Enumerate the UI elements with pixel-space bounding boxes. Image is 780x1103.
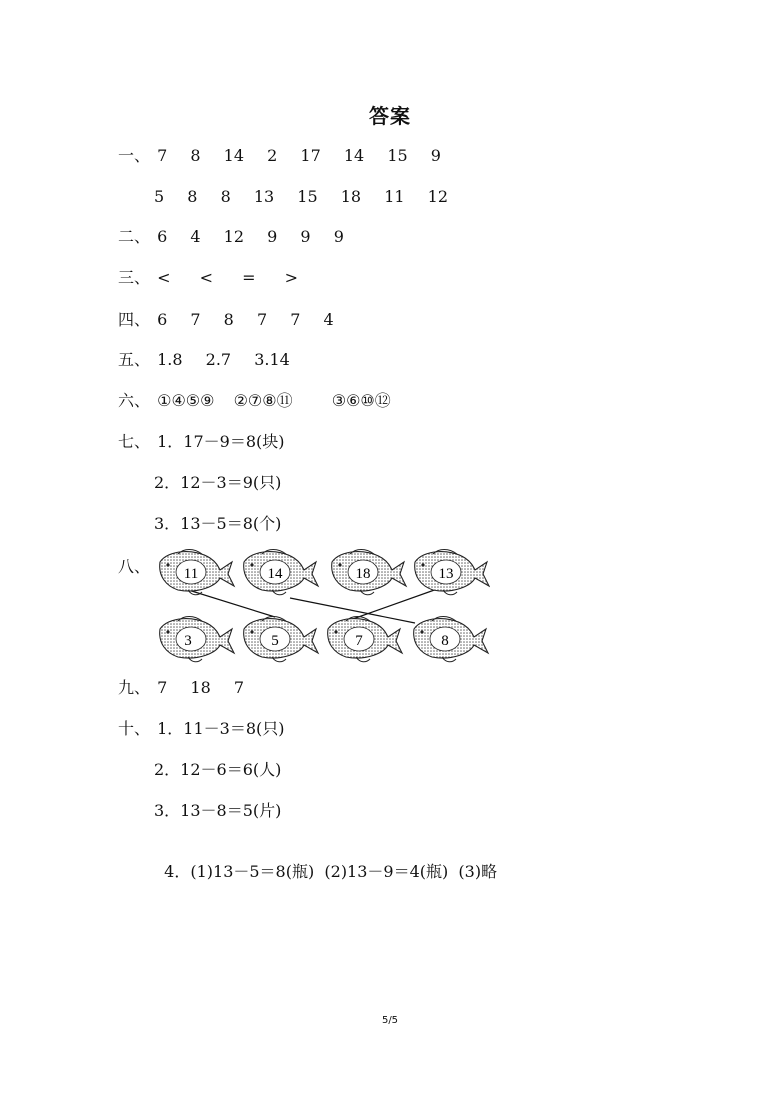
section-2 (118, 227, 344, 247)
section-7-line-3 (154, 514, 281, 534)
section-6 (118, 391, 391, 411)
answer-value: 9 (430, 146, 441, 165)
equation: 2．12－3＝9(只) (154, 473, 282, 492)
answer-value: 1.8 (157, 350, 183, 369)
section-8-label: 八、 (118, 557, 151, 576)
answer-value: 2.7 (205, 350, 232, 369)
answer-value: 15 (387, 146, 408, 165)
section-7-line-1 (118, 432, 285, 452)
section-3 (118, 268, 298, 288)
section-1-row-2 (154, 187, 448, 207)
answer-value: 11 (384, 187, 405, 206)
equation: 3．13－5＝8(个) (154, 514, 282, 533)
answer-group: ①④⑤⑨ (157, 391, 215, 410)
section-10-line-1 (118, 719, 285, 739)
answer-value: 4 (323, 310, 334, 329)
section-10-line-3 (154, 801, 281, 821)
answer-value: 7 (256, 310, 268, 329)
fish-number: 3 (184, 633, 192, 649)
fish-icon (244, 617, 318, 662)
answer-symbol: < (157, 268, 171, 287)
section-4 (118, 310, 334, 330)
answer-value: 7 (157, 146, 168, 165)
equation: 2．12－6＝6(人) (154, 760, 282, 779)
answer-value: 8 (220, 187, 231, 206)
answer-value: 4 (190, 227, 201, 246)
answer-value: 9 (333, 227, 344, 246)
section-4-label: 四、 (118, 310, 151, 329)
answer-value: 8 (223, 310, 234, 329)
answer-value: 14 (223, 146, 245, 165)
fish-icon (415, 550, 489, 595)
answer-symbol: < (199, 268, 214, 287)
section-3-label: 三、 (118, 268, 151, 287)
fish-number: 7 (355, 633, 363, 649)
answer-value: 7 (233, 678, 245, 697)
equation: 1．11－3＝8(只) (157, 719, 285, 738)
answer-value: 7 (190, 310, 201, 329)
fish-icon (244, 550, 318, 595)
section-8-label-line (118, 557, 152, 577)
fish-matching-svg (150, 545, 490, 670)
answer-value: 5 (154, 187, 165, 206)
fish-number: 18 (355, 566, 371, 582)
section-1-label: 一、 (118, 146, 151, 165)
answer-value: 8 (190, 146, 201, 165)
answer-group: ②⑦⑧⑪ (233, 391, 293, 410)
answer-value: 7 (290, 310, 301, 329)
page-title: 答案 (369, 104, 411, 128)
section-6-label: 六、 (118, 391, 151, 410)
answer-value: 6 (157, 310, 168, 329)
fish-icon (332, 550, 406, 595)
fish-icon (160, 550, 234, 595)
answer-value: 18 (340, 187, 362, 206)
answer-value: 15 (297, 187, 318, 206)
fish-icon (160, 617, 234, 662)
section-9 (118, 678, 244, 698)
answer-value: 13 (253, 187, 275, 206)
section-10-line-4 (154, 842, 497, 882)
answer-value: 14 (343, 146, 365, 165)
answer-symbol: > (284, 268, 299, 287)
answer-symbol: = (242, 268, 256, 287)
answer-value: 12 (427, 187, 449, 206)
section-9-label: 九、 (118, 678, 151, 697)
answer-value: 8 (187, 187, 198, 206)
answer-value: 18 (190, 678, 211, 697)
fish-number: 5 (271, 633, 279, 649)
answer-group: ③⑥⑩⑫ (331, 391, 391, 410)
equation: 3．13－8＝5(片) (154, 801, 282, 820)
section-5-label: 五、 (118, 350, 151, 369)
fish-icon (414, 617, 488, 662)
answer-value: 9 (300, 227, 311, 246)
answer-value: 12 (223, 227, 245, 246)
section-7-line-2 (154, 473, 281, 493)
section-10-label: 十、 (118, 719, 151, 738)
fish-number: 14 (267, 566, 283, 582)
answer-value: 2 (267, 146, 278, 165)
section-10-line-2 (154, 760, 281, 780)
answer-value: 17 (300, 146, 321, 165)
fish-matching-diagram (150, 545, 490, 670)
section-2-label: 二、 (118, 227, 151, 246)
fish-number: 11 (183, 566, 199, 582)
page-number: 5/5 (381, 1015, 399, 1026)
answer-value: 3.14 (254, 350, 290, 369)
answer-value: 9 (267, 227, 278, 246)
equation: 1．17－9＝8(块) (157, 432, 285, 451)
answer-value: 7 (157, 678, 168, 697)
answer-value: 6 (157, 227, 168, 246)
fish-number: 8 (441, 633, 449, 649)
section-5 (118, 350, 290, 370)
section-7-label: 七、 (118, 432, 151, 451)
equation: 4．(1)13－5＝8(瓶) (2)13－9＝4(瓶) (3)略 (164, 862, 498, 881)
fish-icon (328, 617, 402, 662)
section-1-row-1 (118, 146, 441, 166)
fish-number: 13 (438, 566, 454, 582)
